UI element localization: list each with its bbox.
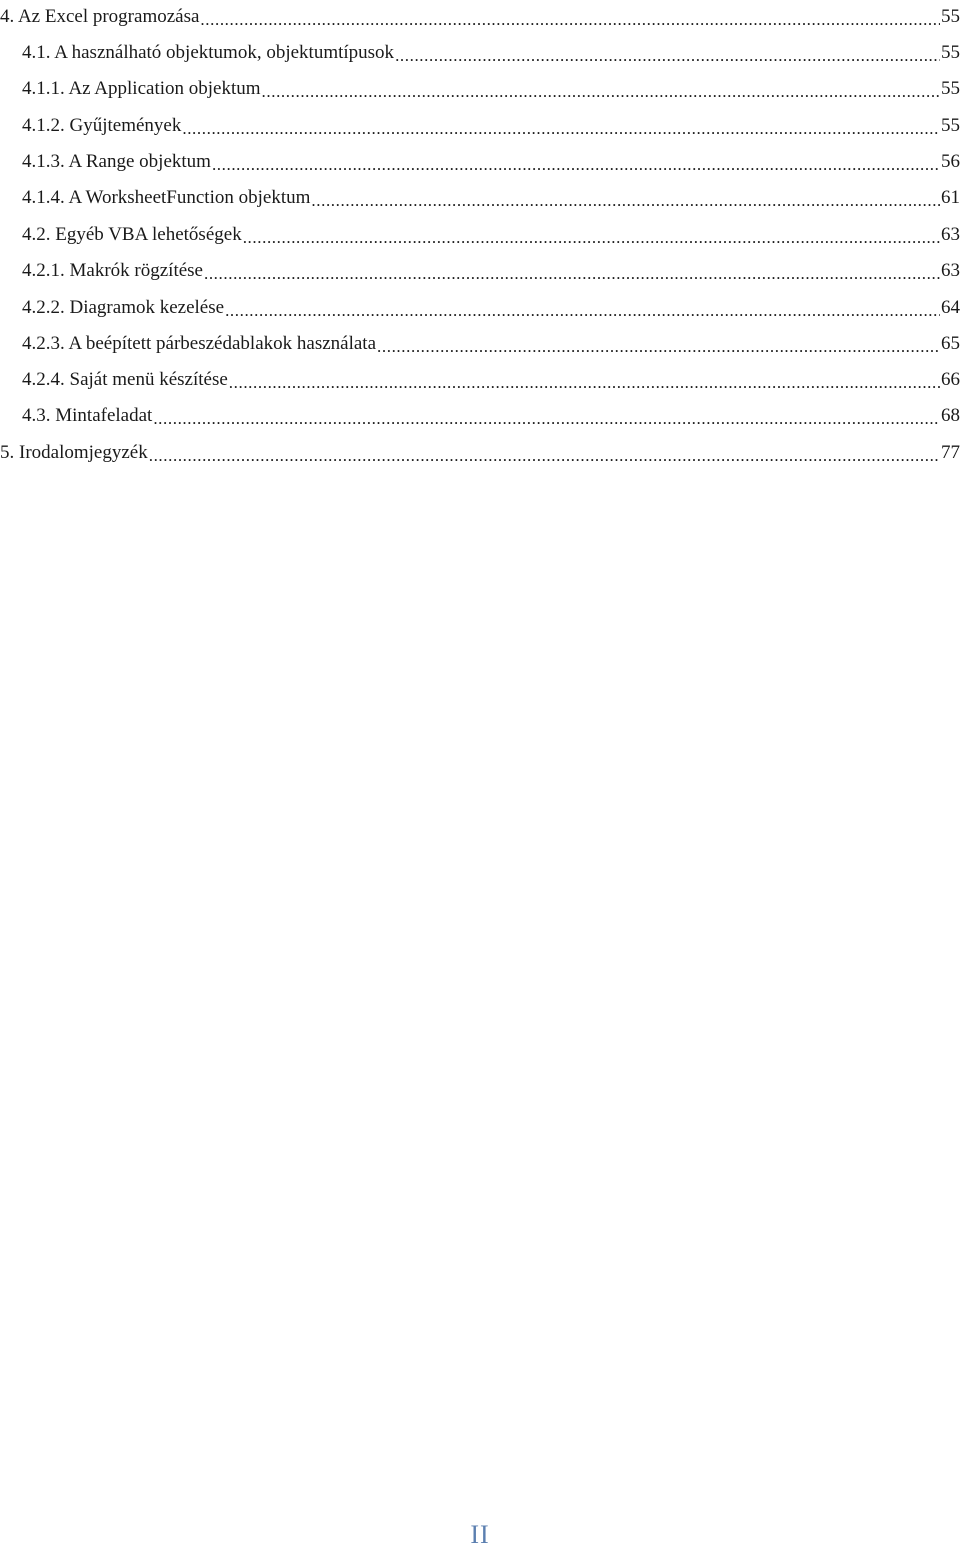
toc-dot-leader bbox=[243, 224, 940, 246]
toc-entry-page: 63 bbox=[941, 224, 960, 245]
toc-entry-page: 55 bbox=[941, 115, 960, 136]
toc-entry-page: 68 bbox=[941, 405, 960, 426]
toc-entry-title: 4.2. Egyéb VBA lehetőségek bbox=[22, 224, 242, 245]
toc-dot-leader bbox=[200, 6, 940, 28]
toc-dot-leader bbox=[395, 42, 940, 64]
toc-entry-title: 5. Irodalomjegyzék bbox=[0, 442, 148, 463]
toc-entry-page: 55 bbox=[941, 6, 960, 27]
toc-dot-leader bbox=[182, 115, 940, 137]
toc-entry-page: 66 bbox=[941, 369, 960, 390]
toc-dot-leader bbox=[149, 442, 940, 464]
toc-entry[interactable] bbox=[22, 181, 960, 209]
toc-dot-leader bbox=[204, 260, 940, 282]
toc-dot-leader bbox=[229, 369, 940, 391]
toc-entry-page: 56 bbox=[941, 151, 960, 172]
toc-entry[interactable] bbox=[22, 327, 960, 355]
toc-dot-leader bbox=[262, 78, 940, 100]
toc-entry-page: 55 bbox=[941, 78, 960, 99]
toc-entry-title: 4.2.4. Saját menü készítése bbox=[22, 369, 228, 390]
toc-dot-leader bbox=[212, 151, 940, 173]
toc-dot-leader bbox=[377, 333, 940, 355]
toc-entry-title: 4.1.2. Gyűjtemények bbox=[22, 115, 182, 136]
toc-entry-title: 4.2.2. Diagramok kezelése bbox=[22, 297, 225, 318]
toc-entry-page: 64 bbox=[941, 297, 960, 318]
toc-entry-title: 4.1.1. Az Application objektum bbox=[22, 78, 261, 99]
toc-dot-leader bbox=[153, 405, 940, 427]
toc-entry-title: 4. Az Excel programozása bbox=[0, 6, 200, 27]
toc-entry-title: 4.2.3. A beépített párbeszédablakok használata bbox=[22, 333, 377, 354]
page-number: II bbox=[470, 1520, 490, 1549]
toc-entry-page: 61 bbox=[941, 187, 960, 208]
toc-entry-page: 63 bbox=[941, 260, 960, 281]
toc-entry[interactable] bbox=[22, 218, 960, 246]
toc-entry[interactable] bbox=[0, 0, 960, 28]
toc-entry[interactable] bbox=[22, 109, 960, 137]
toc-entry-title: 4.1. A használható objektumok, objektumtípusok bbox=[22, 42, 395, 63]
toc-entry-title: 4.2.1. Makrók rögzítése bbox=[22, 260, 203, 281]
toc-entry-title: 4.1.3. A Range objektum bbox=[22, 151, 211, 172]
toc-entry[interactable] bbox=[22, 291, 960, 319]
toc-entry-page: 65 bbox=[941, 333, 960, 354]
toc-entry-title: 4.3. Mintafeladat bbox=[22, 405, 153, 426]
toc-entry-page: 77 bbox=[941, 442, 960, 463]
toc-entry[interactable] bbox=[22, 254, 960, 282]
toc-entry-page: 55 bbox=[941, 42, 960, 63]
toc-entry[interactable] bbox=[22, 145, 960, 173]
toc-entry[interactable] bbox=[22, 363, 960, 391]
toc-entry[interactable] bbox=[22, 72, 960, 100]
toc-entry-title: 4.1.4. A WorksheetFunction objektum bbox=[22, 187, 311, 208]
toc-entry[interactable] bbox=[22, 36, 960, 64]
toc-entry[interactable] bbox=[22, 399, 960, 427]
toc-dot-leader bbox=[225, 297, 940, 319]
toc-entry[interactable] bbox=[0, 436, 960, 464]
toc-dot-leader bbox=[311, 187, 940, 209]
